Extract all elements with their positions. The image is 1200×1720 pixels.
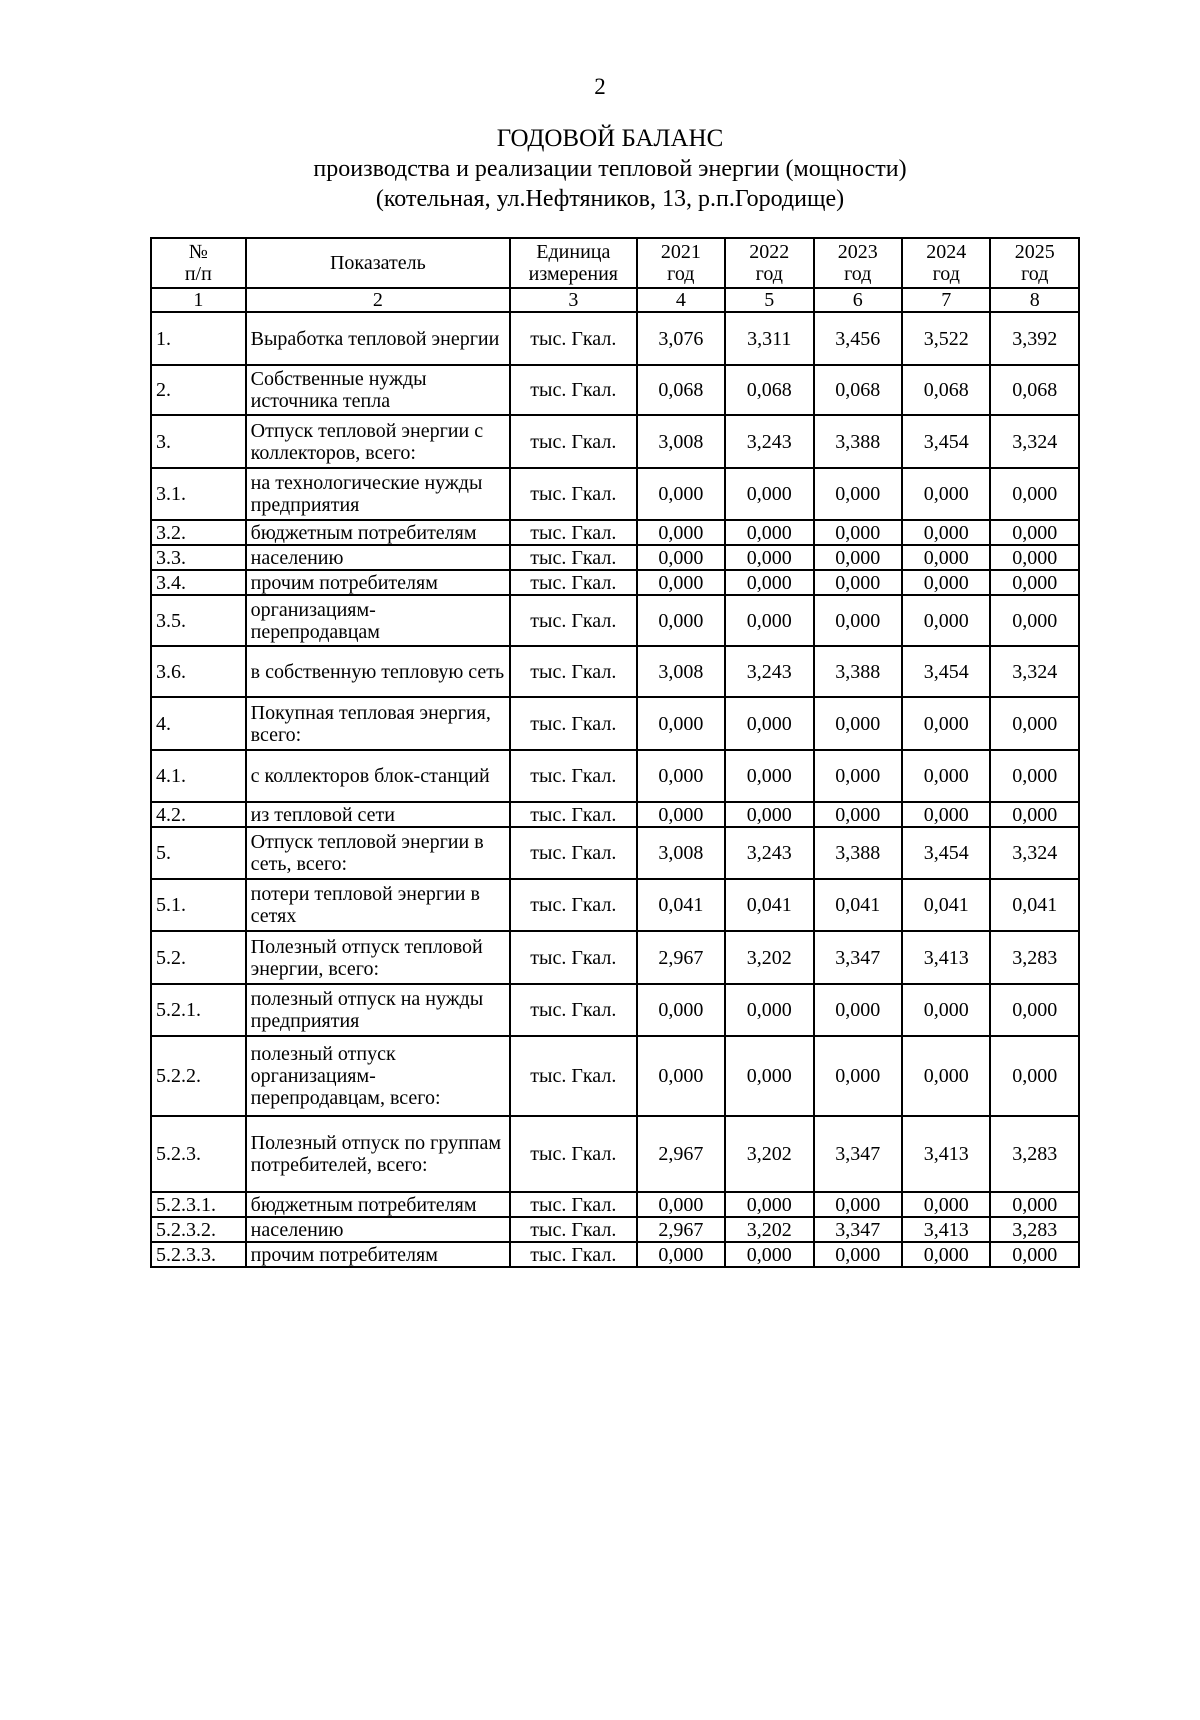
row-value-2021: 0,041 [637, 879, 725, 931]
column-number: 3 [510, 288, 637, 312]
header-no [151, 238, 246, 288]
row-unit: тыс. Гкал. [510, 827, 637, 879]
row-value-2025: 0,000 [990, 1192, 1079, 1217]
table-row [151, 1036, 1079, 1116]
header-year-2022 [725, 238, 813, 288]
header-year-label: 2024 [926, 241, 967, 263]
row-value-2021: 0,000 [637, 1192, 725, 1217]
row-indicator: в собственную тепловую сеть [246, 646, 510, 697]
row-number: 5.2.3.3. [151, 1242, 246, 1267]
row-value-2024: 0,000 [902, 802, 990, 827]
row-value-2025: 0,041 [990, 879, 1079, 931]
row-value-2022: 0,068 [725, 365, 813, 415]
row-unit: тыс. Гкал. [510, 879, 637, 931]
table-row [151, 750, 1079, 802]
row-value-2021: 0,000 [637, 697, 725, 750]
row-unit: тыс. Гкал. [510, 646, 637, 697]
row-value-2021: 3,008 [637, 827, 725, 879]
row-value-2025: 3,324 [990, 415, 1079, 468]
column-number: 7 [902, 288, 990, 312]
row-value-2023: 0,000 [814, 750, 902, 802]
row-number: 5.2.3.2. [151, 1217, 246, 1242]
row-value-2024: 0,000 [902, 570, 990, 595]
row-value-2025: 0,000 [990, 545, 1079, 570]
row-value-2023: 0,041 [814, 879, 902, 931]
row-value-2022: 3,202 [725, 1217, 813, 1242]
row-unit: тыс. Гкал. [510, 520, 637, 545]
row-number: 5. [151, 827, 246, 879]
row-unit: тыс. Гкал. [510, 570, 637, 595]
row-value-2025: 3,283 [990, 931, 1079, 984]
table-header-row [151, 238, 1079, 288]
header-year-2025 [990, 238, 1079, 288]
header-unit-line-2: измерения [528, 263, 618, 285]
row-indicator: Полезный отпуск по группам потребителей, всего: [246, 1116, 510, 1192]
row-value-2022: 3,243 [725, 827, 813, 879]
page-number: 2 [594, 74, 606, 99]
row-number: 5.2.3.1. [151, 1192, 246, 1217]
row-value-2025: 3,324 [990, 827, 1079, 879]
row-value-2024: 0,000 [902, 984, 990, 1036]
row-value-2021: 0,000 [637, 468, 725, 520]
row-number: 3.5. [151, 595, 246, 646]
table-row [151, 827, 1079, 879]
row-unit: тыс. Гкал. [510, 802, 637, 827]
table-row [151, 931, 1079, 984]
row-value-2021: 2,967 [637, 1116, 725, 1192]
document-title [140, 124, 1080, 214]
row-value-2021: 0,000 [637, 984, 725, 1036]
header-name: Показатель [246, 238, 510, 288]
row-value-2021: 3,076 [637, 312, 725, 365]
row-value-2022: 0,000 [725, 1036, 813, 1116]
row-value-2025: 0,000 [990, 520, 1079, 545]
header-year-suffix: год [667, 263, 695, 285]
row-value-2023: 0,000 [814, 595, 902, 646]
row-number: 2. [151, 365, 246, 415]
column-number: 5 [725, 288, 813, 312]
row-number: 5.1. [151, 879, 246, 931]
header-year-2024 [902, 238, 990, 288]
row-value-2023: 0,000 [814, 545, 902, 570]
row-value-2024: 3,522 [902, 312, 990, 365]
row-value-2022: 3,202 [725, 931, 813, 984]
row-value-2025: 0,068 [990, 365, 1079, 415]
row-number: 5.2.3. [151, 1116, 246, 1192]
title-line-1: ГОДОВОЙ БАЛАНС [496, 125, 724, 152]
row-value-2021: 0,000 [637, 802, 725, 827]
row-number: 1. [151, 312, 246, 365]
row-value-2023: 0,000 [814, 1242, 902, 1267]
table-row [151, 365, 1079, 415]
title-line-3: (котельная, ул.Нефтяников, 13, р.п.Городище) [375, 186, 845, 212]
row-value-2021: 0,000 [637, 570, 725, 595]
row-indicator: населению [246, 545, 510, 570]
row-value-2023: 0,000 [814, 1036, 902, 1116]
column-number: 4 [637, 288, 725, 312]
row-value-2021: 3,008 [637, 646, 725, 697]
table-row [151, 545, 1079, 570]
row-indicator: Выработка тепловой энергии [246, 312, 510, 365]
column-number: 2 [246, 288, 510, 312]
row-value-2022: 0,000 [725, 545, 813, 570]
row-value-2025: 0,000 [990, 802, 1079, 827]
row-number: 5.2.2. [151, 1036, 246, 1116]
row-indicator: на технологические нужды предприятия [246, 468, 510, 520]
row-indicator: с коллекторов блок-станций [246, 750, 510, 802]
table-row [151, 595, 1079, 646]
column-number-row [151, 288, 1079, 312]
balance-table [150, 237, 1080, 1268]
row-value-2022: 3,243 [725, 415, 813, 468]
row-unit: тыс. Гкал. [510, 931, 637, 984]
header-year-label: 2022 [749, 241, 790, 263]
row-value-2022: 3,202 [725, 1116, 813, 1192]
row-indicator: Отпуск тепловой энергии в сеть, всего: [246, 827, 510, 879]
row-unit: тыс. Гкал. [510, 545, 637, 570]
row-value-2024: 0,000 [902, 697, 990, 750]
header-year-suffix: год [1021, 263, 1049, 285]
row-number: 3.4. [151, 570, 246, 595]
header-year-label: 2021 [660, 241, 701, 263]
table-row [151, 570, 1079, 595]
row-value-2021: 0,000 [637, 750, 725, 802]
row-value-2024: 0,068 [902, 365, 990, 415]
table-row [151, 697, 1079, 750]
row-indicator: прочим потребителям [246, 1242, 510, 1267]
row-value-2025: 0,000 [990, 984, 1079, 1036]
row-value-2023: 0,000 [814, 468, 902, 520]
row-indicator: Покупная тепловая энергия, всего: [246, 697, 510, 750]
row-value-2022: 0,041 [725, 879, 813, 931]
table-row [151, 879, 1079, 931]
row-unit: тыс. Гкал. [510, 365, 637, 415]
row-value-2021: 3,008 [637, 415, 725, 468]
row-number: 4.2. [151, 802, 246, 827]
header-year-suffix: год [755, 263, 783, 285]
row-value-2025: 0,000 [990, 570, 1079, 595]
table-body [151, 312, 1079, 1267]
row-value-2021: 0,068 [637, 365, 725, 415]
column-number: 1 [151, 288, 246, 312]
row-value-2024: 0,000 [902, 595, 990, 646]
row-indicator: бюджетным потребителям [246, 520, 510, 545]
row-value-2024: 0,000 [902, 750, 990, 802]
row-value-2022: 0,000 [725, 984, 813, 1036]
row-value-2023: 3,456 [814, 312, 902, 365]
row-value-2023: 0,000 [814, 697, 902, 750]
row-unit: тыс. Гкал. [510, 1192, 637, 1217]
row-value-2025: 0,000 [990, 1036, 1079, 1116]
row-value-2024: 3,413 [902, 1116, 990, 1192]
row-value-2021: 0,000 [637, 1242, 725, 1267]
row-value-2024: 3,454 [902, 646, 990, 697]
row-indicator: Собственные нужды источника тепла [246, 365, 510, 415]
header-no-line-1: № [188, 241, 208, 263]
row-unit: тыс. Гкал. [510, 1242, 637, 1267]
row-value-2024: 0,041 [902, 879, 990, 931]
row-number: 3.6. [151, 646, 246, 697]
row-value-2023: 3,388 [814, 827, 902, 879]
row-value-2022: 0,000 [725, 1192, 813, 1217]
row-value-2024: 0,000 [902, 1192, 990, 1217]
row-value-2025: 3,392 [990, 312, 1079, 365]
row-value-2023: 0,000 [814, 984, 902, 1036]
row-value-2022: 0,000 [725, 697, 813, 750]
row-unit: тыс. Гкал. [510, 468, 637, 520]
row-unit: тыс. Гкал. [510, 595, 637, 646]
table-row [151, 415, 1079, 468]
row-unit: тыс. Гкал. [510, 312, 637, 365]
row-number: 3.1. [151, 468, 246, 520]
row-value-2023: 0,000 [814, 520, 902, 545]
row-value-2021: 2,967 [637, 931, 725, 984]
header-unit [510, 238, 637, 288]
row-value-2024: 3,454 [902, 415, 990, 468]
row-value-2025: 0,000 [990, 697, 1079, 750]
row-value-2021: 0,000 [637, 595, 725, 646]
row-value-2022: 0,000 [725, 570, 813, 595]
header-year-label: 2025 [1014, 241, 1055, 263]
row-value-2022: 3,243 [725, 646, 813, 697]
row-indicator: полезный отпуск организациям-перепродавцам, всего: [246, 1036, 510, 1116]
row-value-2022: 0,000 [725, 595, 813, 646]
row-value-2025: 0,000 [990, 1242, 1079, 1267]
header-no-line-2: п/п [184, 263, 212, 285]
row-indicator: из тепловой сети [246, 802, 510, 827]
table-row [151, 312, 1079, 365]
row-unit: тыс. Гкал. [510, 415, 637, 468]
row-value-2023: 3,347 [814, 1217, 902, 1242]
row-value-2021: 0,000 [637, 520, 725, 545]
column-number: 8 [990, 288, 1079, 312]
row-value-2024: 0,000 [902, 1242, 990, 1267]
row-value-2022: 0,000 [725, 802, 813, 827]
row-value-2023: 0,000 [814, 570, 902, 595]
table-row [151, 984, 1079, 1036]
row-value-2022: 0,000 [725, 520, 813, 545]
row-unit: тыс. Гкал. [510, 1217, 637, 1242]
row-number: 5.2. [151, 931, 246, 984]
row-indicator: организациям-перепродавцам [246, 595, 510, 646]
table-row [151, 520, 1079, 545]
row-indicator: населению [246, 1217, 510, 1242]
row-value-2023: 0,000 [814, 1192, 902, 1217]
row-value-2021: 0,000 [637, 1036, 725, 1116]
row-value-2022: 0,000 [725, 750, 813, 802]
table-row [151, 1192, 1079, 1217]
table-row [151, 1116, 1079, 1192]
header-unit-line-1: Единица [536, 241, 611, 263]
row-value-2024: 0,000 [902, 1036, 990, 1116]
table-row [151, 646, 1079, 697]
row-value-2023: 3,347 [814, 931, 902, 984]
column-number: 6 [814, 288, 902, 312]
row-indicator: Полезный отпуск тепловой энергии, всего: [246, 931, 510, 984]
row-value-2025: 0,000 [990, 750, 1079, 802]
row-value-2024: 0,000 [902, 468, 990, 520]
row-number: 5.2.1. [151, 984, 246, 1036]
header-year-suffix: год [932, 263, 960, 285]
row-number: 3.3. [151, 545, 246, 570]
row-value-2024: 3,454 [902, 827, 990, 879]
row-value-2023: 3,347 [814, 1116, 902, 1192]
header-year-2023 [814, 238, 902, 288]
row-value-2024: 3,413 [902, 931, 990, 984]
row-indicator: полезный отпуск на нужды предприятия [246, 984, 510, 1036]
header-year-label: 2023 [837, 241, 878, 263]
row-indicator: прочим потребителям [246, 570, 510, 595]
row-value-2024: 3,413 [902, 1217, 990, 1242]
row-value-2025: 0,000 [990, 595, 1079, 646]
row-value-2024: 0,000 [902, 520, 990, 545]
table-row [151, 468, 1079, 520]
row-value-2022: 0,000 [725, 1242, 813, 1267]
row-value-2025: 0,000 [990, 468, 1079, 520]
header-year-2021 [637, 238, 725, 288]
row-number: 3.2. [151, 520, 246, 545]
table-row [151, 1217, 1079, 1242]
row-value-2023: 0,000 [814, 802, 902, 827]
row-unit: тыс. Гкал. [510, 750, 637, 802]
row-value-2021: 0,000 [637, 545, 725, 570]
title-line-2: производства и реализации тепловой энергии (мощности) [313, 156, 907, 182]
row-number: 4.1. [151, 750, 246, 802]
row-indicator: потери тепловой энергии в сетях [246, 879, 510, 931]
row-value-2021: 2,967 [637, 1217, 725, 1242]
row-value-2023: 0,068 [814, 365, 902, 415]
row-value-2025: 3,283 [990, 1116, 1079, 1192]
row-value-2023: 3,388 [814, 646, 902, 697]
table-row [151, 1242, 1079, 1267]
row-value-2023: 3,388 [814, 415, 902, 468]
row-value-2024: 0,000 [902, 545, 990, 570]
row-unit: тыс. Гкал. [510, 1116, 637, 1192]
row-value-2025: 3,324 [990, 646, 1079, 697]
header-year-suffix: год [844, 263, 872, 285]
row-value-2022: 0,000 [725, 468, 813, 520]
row-unit: тыс. Гкал. [510, 697, 637, 750]
row-number: 4. [151, 697, 246, 750]
row-indicator: Отпуск тепловой энергии с коллекторов, всего: [246, 415, 510, 468]
table-row [151, 802, 1079, 827]
row-unit: тыс. Гкал. [510, 1036, 637, 1116]
row-unit: тыс. Гкал. [510, 984, 637, 1036]
row-number: 3. [151, 415, 246, 468]
row-value-2025: 3,283 [990, 1217, 1079, 1242]
row-value-2022: 3,311 [725, 312, 813, 365]
row-indicator: бюджетным потребителям [246, 1192, 510, 1217]
